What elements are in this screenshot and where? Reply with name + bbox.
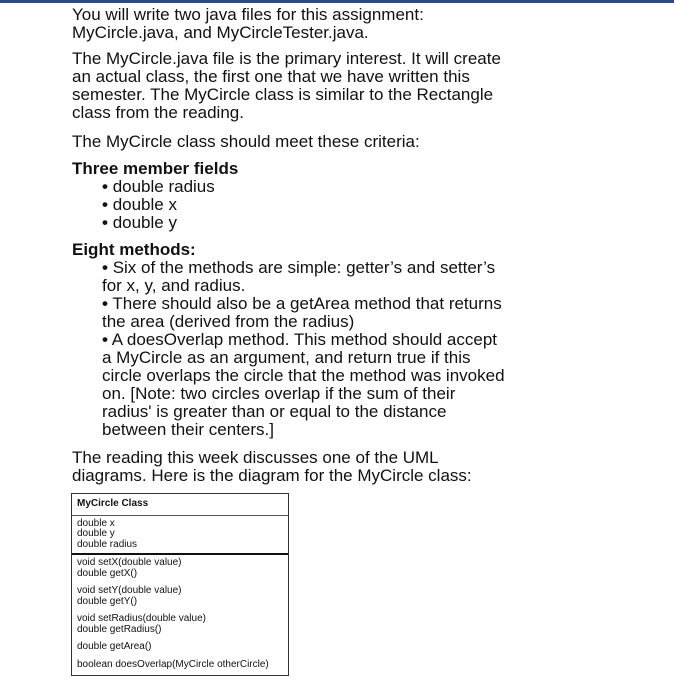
text-line: the area (derived from the radius)	[102, 312, 355, 331]
bullet-icon: •	[102, 258, 108, 277]
field-item	[72, 178, 238, 196]
field-item	[72, 196, 238, 214]
text-line: diagrams. Here is the diagram for the MyCircle class:	[72, 466, 472, 485]
bullet-icon: •	[102, 213, 108, 232]
uml-class-title: MyCircle Class	[77, 498, 149, 509]
intro-paragraph	[72, 6, 424, 42]
uml-method: void setRadius(double value)	[77, 613, 206, 624]
method-item	[72, 259, 505, 295]
method-item	[72, 331, 505, 439]
text-line: between their centers.]	[102, 420, 274, 439]
text-line: for x, y, and radius.	[102, 276, 246, 295]
text-line: The reading this week discusses one of the UML	[72, 448, 439, 467]
uml-method: boolean doesOverlap(MyCircle otherCircle)	[77, 658, 269, 670]
bullet-icon: •	[102, 177, 108, 196]
text-line: MyCircle.java, and MyCircleTester.java.	[72, 23, 369, 42]
uml-field: double radius	[77, 538, 138, 550]
text-line: The MyCircle class should meet these criteria:	[72, 132, 420, 151]
uml-fields	[72, 515, 288, 554]
fields-heading: Three member fields	[72, 159, 239, 178]
uml-method-group	[77, 660, 283, 671]
uml-methods	[72, 553, 288, 675]
uml-method: void setY(double value)	[77, 585, 182, 596]
uml-intro	[72, 449, 472, 485]
fields-section	[72, 160, 238, 232]
methods-section	[72, 241, 505, 439]
field-item	[72, 214, 238, 232]
uml-method: void setX(double value)	[77, 557, 182, 568]
top-border	[0, 0, 674, 3]
text-line: class from the reading.	[72, 103, 244, 122]
uml-method-group	[77, 558, 283, 579]
uml-class-diagram	[71, 493, 289, 676]
uml-method: double getArea()	[77, 641, 152, 652]
field-text: double y	[112, 213, 177, 232]
bullet-icon: •	[102, 195, 108, 214]
method-item	[72, 295, 505, 331]
field-text: double radius	[112, 177, 215, 196]
bullet-icon: •	[102, 330, 108, 349]
text-line: There should also be a getArea method that returns	[112, 294, 502, 313]
uml-field: double y	[77, 528, 115, 539]
text-line: a MyCircle as an argument, and return true if this	[102, 348, 471, 367]
criteria-intro	[72, 133, 420, 151]
methods-heading: Eight methods:	[72, 240, 196, 259]
uml-method: double getRadius()	[77, 623, 162, 635]
description-paragraph	[72, 50, 501, 122]
uml-method-group	[77, 642, 283, 653]
text-line: A doesOverlap method. This method should accept	[111, 330, 497, 349]
bullet-icon: •	[102, 294, 108, 313]
text-line: an actual class, the first one that we have written this	[72, 67, 470, 86]
uml-field: double x	[77, 517, 115, 529]
uml-method: double getY()	[77, 595, 138, 607]
uml-method-group	[77, 586, 283, 607]
text-line: radius' is greater than or equal to the distance	[102, 402, 447, 421]
text-line: on. [Note: two circles overlap if the sum of their	[102, 384, 456, 403]
text-line: You will write two java files for this assignment:	[72, 5, 424, 24]
text-line: The MyCircle.java file is the primary interest. It will create	[72, 49, 501, 68]
text-line: Six of the methods are simple: getter’s and setter’s	[112, 258, 496, 277]
text-line: circle overlaps the circle that the method was invoked	[102, 366, 505, 385]
field-text: double x	[112, 195, 177, 214]
uml-method-group	[77, 614, 283, 635]
uml-method: double getX()	[77, 567, 138, 579]
text-line: semester. The MyCircle class is similar to the Rectangle	[72, 85, 494, 104]
